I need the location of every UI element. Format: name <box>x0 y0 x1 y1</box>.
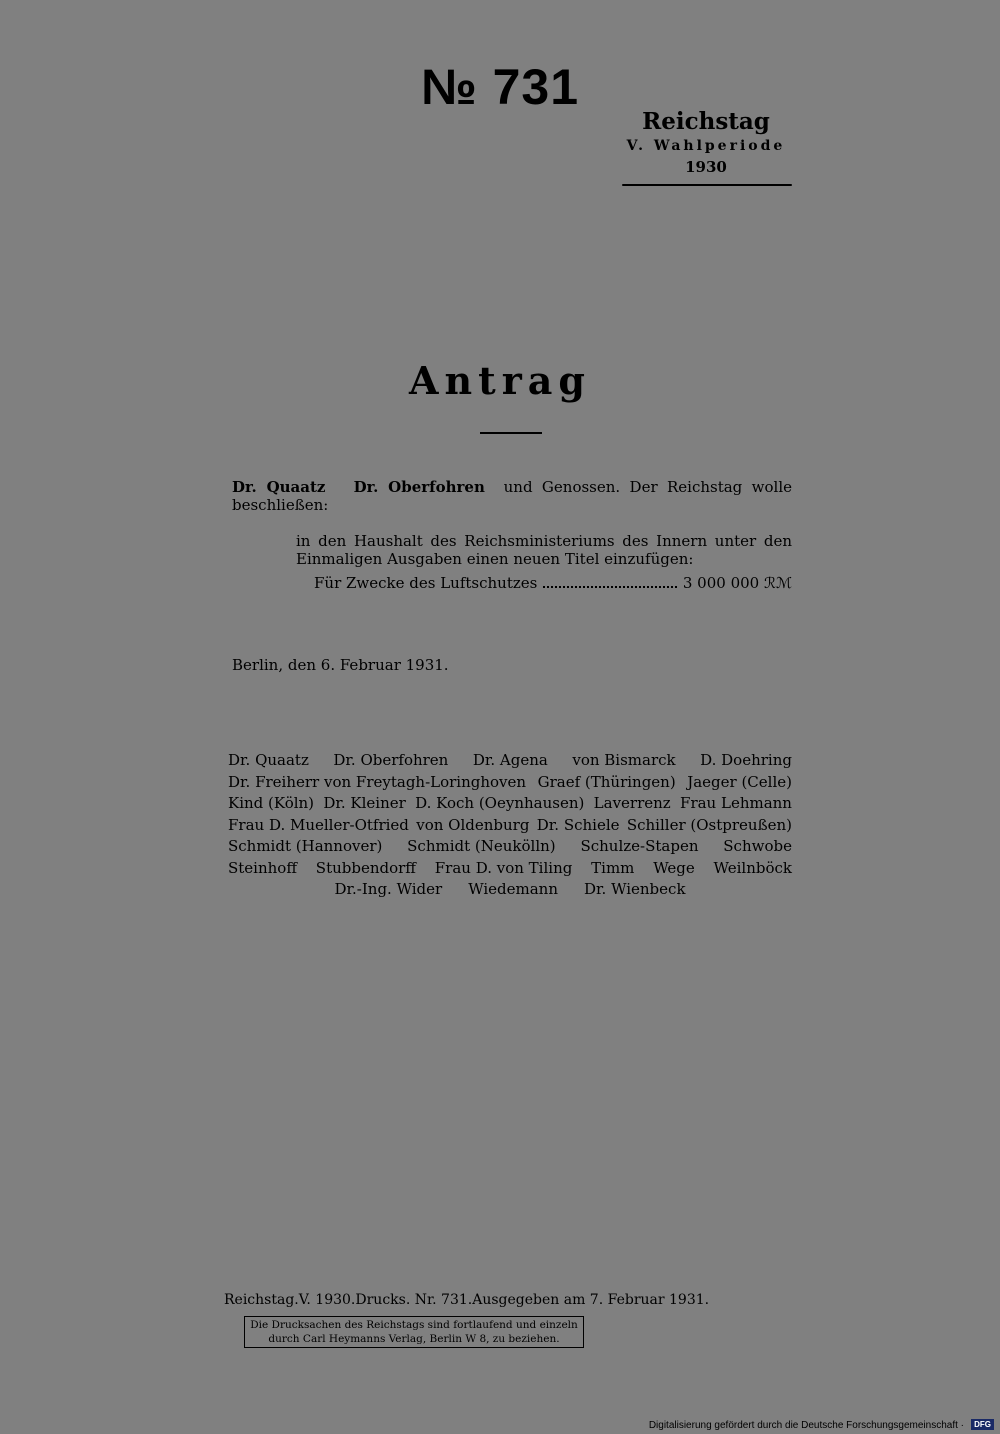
budget-item-label: Für Zwecke des Luftschutzes <box>314 574 538 592</box>
motion-body: in den Haushalt des Reichsministeriums des Innern unter den Einmaligen Ausgaben einen neuen Titel einzufügen: <box>296 532 792 568</box>
signer-name: Dr. Schiele <box>536 815 620 834</box>
legislative-period: V. Wahlperiode <box>626 138 786 154</box>
digitization-credit: Digitalisierung gefördert durch die Deutsche Forschungsgemeinschaft · <box>648 1420 964 1431</box>
signer-name: Dr.-Ing. Wider <box>334 880 443 898</box>
signer-name: Schulze-Stapen <box>580 837 699 855</box>
signer-name: von Oldenburg <box>416 815 530 834</box>
signer-row <box>228 815 792 837</box>
signer-name: Dr. Kleiner <box>323 794 406 812</box>
signatories <box>228 750 792 901</box>
signer-name: Schmidt (Hannover) <box>228 837 383 855</box>
budget-item-amount: 3 000 000 ℛℳ <box>682 574 792 592</box>
footer-part: Reichstag. <box>224 1292 299 1308</box>
motion-intro <box>232 478 792 514</box>
signer-row <box>228 879 792 901</box>
sponsor-name: Dr. Oberfohren <box>353 478 485 496</box>
signer-name: Dr. Freiherr von Freytagh-Loringhoven <box>228 772 527 791</box>
signer-name: Kind (Köln) <box>228 794 315 812</box>
signer-name: Wiedemann <box>468 880 558 898</box>
footer-part: Drucks. Nr. 731. <box>355 1292 473 1308</box>
signer-name: Steinhoff <box>228 858 297 877</box>
publisher-notice <box>244 1316 584 1348</box>
document-title: Antrag <box>409 358 591 403</box>
signer-name: Stubbendorff <box>315 858 416 877</box>
signer-name: Dr. Agena <box>472 751 548 769</box>
publisher-notice-line: durch Carl Heymanns Verlag, Berlin W 8, zu beziehen. <box>268 1333 560 1345</box>
signer-name: von Bismarck <box>572 751 676 769</box>
motion-intro-text: und Genossen. Der Reichstag wolle beschließen: <box>232 478 792 514</box>
signer-name: Frau D. Mueller-Otfried <box>228 815 409 834</box>
signer-name: Weilnböck <box>713 858 792 877</box>
footer-part: V. 1930. <box>298 1292 356 1308</box>
signer-name: D. Koch (Oeynhausen) <box>415 794 585 812</box>
signer-name: Graef (Thüringen) <box>537 772 676 791</box>
signer-name: Wege <box>653 858 695 877</box>
signer-row <box>228 750 792 772</box>
signer-name: Laverrenz <box>593 794 671 812</box>
signer-name: Jaeger (Celle) <box>687 772 792 791</box>
signer-row <box>228 772 792 794</box>
dfg-logo: DFG <box>971 1419 994 1430</box>
signer-name: Schiller (Ostpreußen) <box>626 815 792 834</box>
budget-item <box>314 574 792 592</box>
signer-name: Dr. Wienbeck <box>583 880 686 898</box>
signer-name: Frau D. von Tiling <box>434 858 573 877</box>
footer-part: Ausgegeben am 7. Februar 1931. <box>472 1292 710 1308</box>
signer-row <box>228 793 792 815</box>
header-rule <box>622 184 792 186</box>
signer-name: D. Doehring <box>700 751 792 769</box>
signer-name: Timm <box>591 858 635 877</box>
title-rule <box>480 432 542 434</box>
sponsor-name: Dr. Quaatz <box>232 478 326 496</box>
signer-name: Schmidt (Neukölln) <box>407 837 556 855</box>
signer-row <box>228 836 792 858</box>
dot-leader <box>543 586 677 588</box>
signer-row <box>228 858 792 880</box>
reichstag-heading: Reichstag <box>642 108 770 135</box>
document-number: № 731 <box>420 59 580 115</box>
footer-line <box>224 1292 708 1308</box>
date-line: Berlin, den 6. Februar 1931. <box>232 656 449 674</box>
session-year: 1930 <box>685 158 727 176</box>
signer-name: Schwobe <box>723 837 792 855</box>
signer-name: Frau Lehmann <box>680 794 792 812</box>
publisher-notice-line: Die Drucksachen des Reichstags sind fortlaufend und einzeln <box>250 1319 578 1331</box>
signer-name: Dr. Oberfohren <box>333 751 449 769</box>
signer-name: Dr. Quaatz <box>228 751 309 769</box>
